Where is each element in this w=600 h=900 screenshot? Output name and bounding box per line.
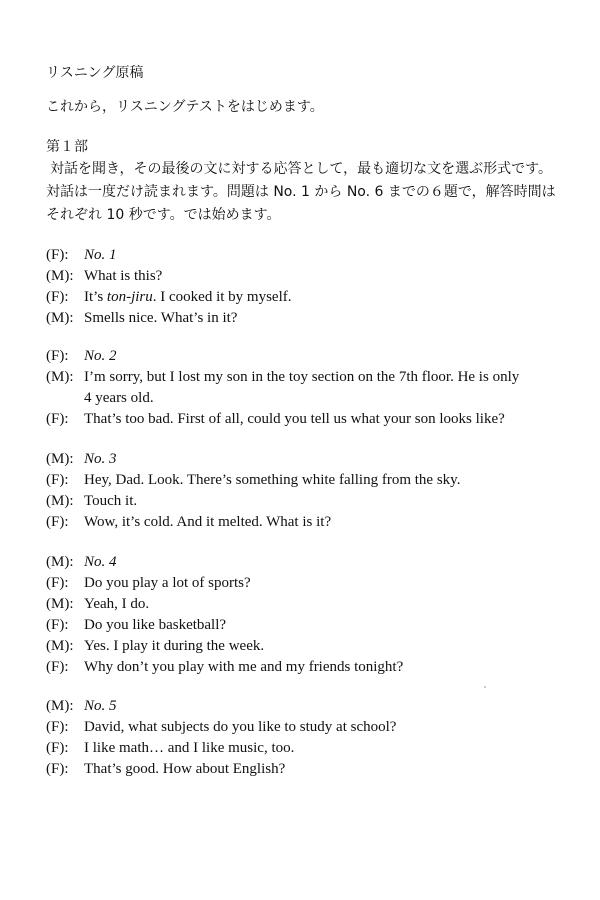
line-text: That’s good. How about English?	[84, 761, 286, 777]
speaker-label: (M):	[46, 369, 74, 385]
speaker-label: (F):	[46, 617, 69, 633]
line-text: That’s too bad. First of all, could you tell us what your son looks like?	[84, 411, 505, 427]
dialogue-line	[46, 410, 505, 428]
line-text: Touch it.	[84, 493, 138, 509]
line-text: Do you play a lot of sports?	[84, 575, 251, 591]
speaker-label: (M):	[46, 493, 74, 509]
question-number: No. 1	[84, 247, 117, 263]
line-text: David, what subjects do you like to study at school?	[84, 719, 397, 735]
dialogue-line	[46, 309, 237, 327]
line-text: Wow, it’s cold. And it melted. What is it?	[84, 514, 332, 530]
line-text: Hey, Dad. Look. There’s something white falling from the sky.	[84, 472, 461, 488]
speaker-label: (F):	[46, 289, 69, 305]
dialogue-line	[46, 760, 285, 778]
dialogue-line	[46, 595, 149, 613]
line-text: I’m sorry, but I lost my son in the toy section on the 7th floor. He is only	[84, 369, 520, 385]
dialogue-line	[46, 739, 294, 757]
instruction-line-3: それぞれ 10 秒です。では始めます。	[46, 207, 281, 223]
dialogue-line	[46, 267, 162, 285]
scan-speck	[484, 686, 486, 688]
line-text: Do you like basketball?	[84, 617, 227, 633]
line-text: Yes. I play it during the week.	[84, 638, 265, 654]
speaker-label: (M):	[46, 596, 74, 612]
dialogue-line	[46, 658, 403, 676]
dialogue-line	[46, 450, 117, 468]
dialogue-line	[46, 553, 117, 571]
line-text: Why don’t you play with me and my friends tonight?	[84, 659, 404, 675]
speaker-label: (F):	[46, 247, 69, 263]
dialogue-line	[46, 368, 519, 386]
speaker-label: (F):	[46, 719, 69, 735]
speaker-label: (F):	[46, 514, 69, 530]
dialogue-line	[46, 347, 117, 365]
speaker-label: (M):	[46, 638, 74, 654]
part-title: 第１部	[46, 139, 88, 155]
instruction-line-1: 対話を聞き，その最後の文に対する応答として，最も適切な文を選ぶ形式です。	[50, 161, 553, 177]
line-text: 4 years old.	[84, 390, 154, 406]
speaker-label: (M):	[46, 310, 74, 326]
instruction-line-2: 対話は一度だけ読まれます。問題は No. 1 から No. 6 までの６題で，解答時間は	[46, 184, 556, 200]
question-number: No. 3	[84, 451, 117, 467]
line-text: Yeah, I do.	[84, 596, 150, 612]
speaker-label: (F):	[46, 659, 69, 675]
line-text: I like math… and I like music, too.	[84, 740, 295, 756]
dialogue-line	[46, 471, 460, 489]
dialogue-line	[46, 718, 396, 736]
line-text: It’s ton-jiru. I cooked it by myself.	[84, 289, 292, 305]
question-number: No. 2	[84, 348, 117, 364]
page-title: リスニング原稿	[46, 65, 144, 81]
speaker-label: (M):	[46, 698, 74, 714]
speaker-label: (F):	[46, 472, 69, 488]
speaker-label: (M):	[46, 554, 74, 570]
speaker-label: (F):	[46, 411, 69, 427]
speaker-label: (M):	[46, 451, 74, 467]
dialogue-line	[46, 492, 137, 510]
dialogue-line	[46, 389, 154, 407]
dialogue-line	[46, 246, 117, 264]
dialogue-line	[46, 697, 117, 715]
speaker-label: (F):	[46, 761, 69, 777]
intro-text: これから，リスニングテストをはじめます。	[46, 99, 324, 115]
dialogue-line	[46, 513, 331, 531]
dialogue-line	[46, 637, 264, 655]
dialogue-line	[46, 574, 251, 592]
line-text: Smells nice. What’s in it?	[84, 310, 238, 326]
speaker-label: (F):	[46, 740, 69, 756]
dialogue-line	[46, 288, 292, 306]
dialogue-line	[46, 616, 226, 634]
line-text: What is this?	[84, 268, 163, 284]
speaker-label: (F):	[46, 348, 69, 364]
speaker-label: (F):	[46, 575, 69, 591]
speaker-label: (M):	[46, 268, 74, 284]
question-number: No. 4	[84, 554, 117, 570]
question-number: No. 5	[84, 698, 117, 714]
